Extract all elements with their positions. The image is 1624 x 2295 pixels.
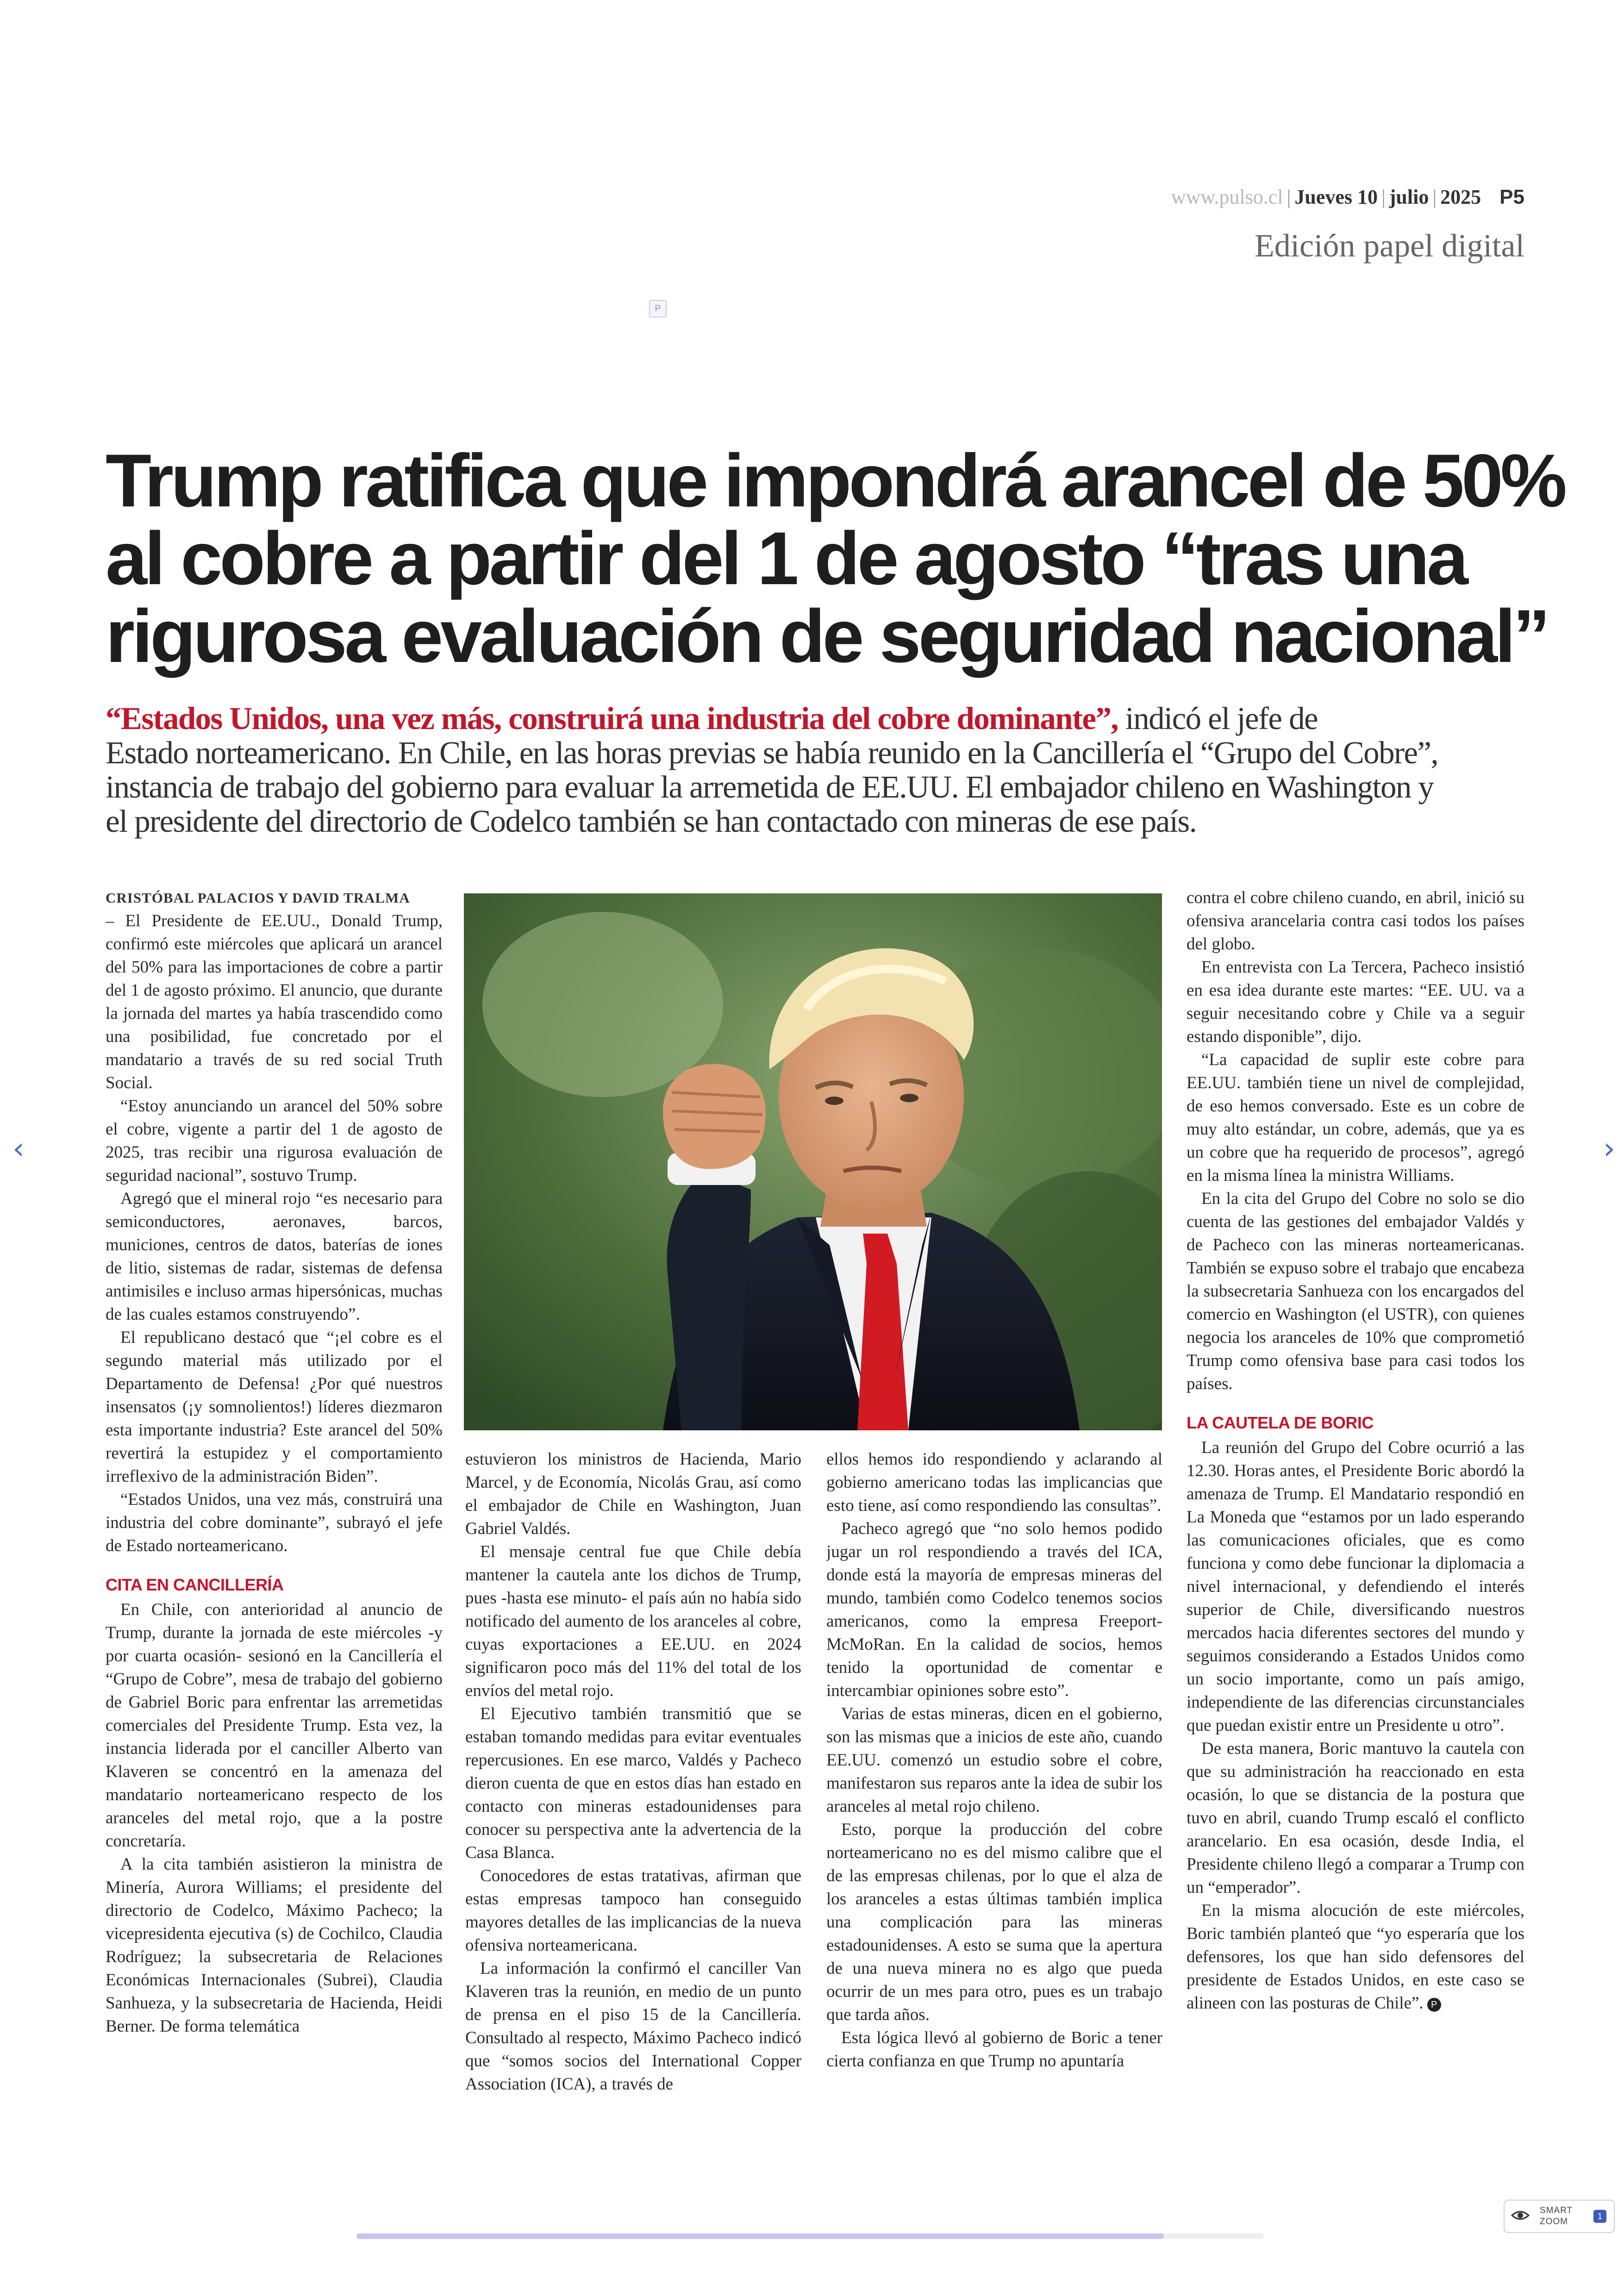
smart-zoom-line: SMART	[1540, 2206, 1573, 2215]
previous-page-chevron-icon[interactable]: ‹	[12, 1132, 25, 1166]
masthead-line	[1065, 185, 1524, 213]
paragraph: A la cita también asistieron la ministra de Minería, Aurora Williams; el presidente del directorio de Codelco, Máximo Pacheco; la vicepresidenta ejecutiva (s) de Cochilco, Claudia Rodríguez; la subsecretaria de Relaciones Económicas Internacionales (Subrei), Claudia Sanhueza, y la subsecretaria de Hacienda, Heidi Berner. De forma telemática	[106, 1855, 443, 2036]
paragraph: contra el cobre chileno cuando, en abril, inició su ofensiva arancelaria contra casi todos los países del globo.	[1187, 888, 1524, 954]
paragraph: Esto, porque la producción del cobre norteamericano no es del mismo calibre que el de las empresas chilenas, por lo que el alza de los aranceles a estas últimas también implica una complicación para las mineras estadounidenses. A esto se suma que la apertura de una nueva minera no es algo que pueda ocurrir de un mes para otro, pues es un trabajo que tarda años.	[826, 1820, 1162, 2024]
issue-day: Jueves 10	[1294, 186, 1378, 208]
paragraph: “La capacidad de suplir este cobre para EE.UU. también tiene un nivel de complejidad, de eso hemos conversado. Este es un cobre de muy alto estándar, un cobre, además, que ya es un cobre que ha requerido de procesos”, agregó en la misma línea la ministra Williams.	[1187, 1050, 1524, 1185]
paragraph: En la cita del Grupo del Cobre no solo se dio cuenta de las gestiones del embajador Valdés y de Pacheco con las mineras norteamericanas. También se expuso sobre el trabajo que encabeza la subsecretaria Sanhueza con los encargados del comercio en Washington (el USTR), con quienes negocia los aranceles de 10% que comprometió Trump como ofensiva base para casi todos los países.	[1187, 1189, 1524, 1393]
lede-quote: “Estados Unidos, una vez más, construirá una industria del cobre dominante”,	[106, 701, 1118, 736]
article-column-1	[106, 886, 443, 2108]
page-number: P5	[1499, 186, 1524, 208]
lede-text: indicó el jefe de	[1118, 701, 1318, 736]
issue-year: 2025	[1440, 186, 1481, 208]
headline-line: Trump ratifica que impondrá arancel de 50%	[106, 439, 1565, 523]
paragraph: En Chile, con anterioridad al anuncio de Trump, durante la jornada de este miércoles -y por cuarta ocasión- sesionó en la Cancillería el “Grupo de Cobre”, mesa de trabajo del gobierno de Gabriel Boric para enfrentar las arremetidas comerciales del Presidente Trump. Esta vez, la instancia liderada por el canciller Alberto van Klaveren se concentró en la amenaza del mandatario norteamericano respecto de los aranceles del metal rojo, que a la postre concretaría.	[106, 1600, 443, 1851]
lede-line: Estado norteamericano. En Chile, en las horas previas se había reunido en la Cancillería el “Grupo del Cobre”,	[106, 735, 1438, 770]
article-column-2	[465, 1448, 801, 2110]
smart-zoom-button[interactable]	[1504, 2200, 1615, 2233]
paragraph: Agregó que el mineral rojo “es necesario para semiconductores, aeronaves, barcos, municiones, centros de datos, baterías de iones de litio, sistemas de radar, sistemas de defensa antimisiles e incluso armas hipersónicas, muchas de las cuales estamos construyendo”.	[106, 1189, 443, 1324]
paragraph: “Estados Unidos, una vez más, construirá una industria del cobre dominante”, subrayó el jefe de Estado norteamericano.	[106, 1490, 443, 1555]
page-scrollbar[interactable]	[356, 2233, 1264, 2239]
article-column-3	[826, 1448, 1162, 2110]
article-headline	[106, 439, 1565, 678]
lede-line: instancia de trabajo del gobierno para evaluar la arremetida de EE.UU. El embajador chileno en Washington y	[106, 769, 1434, 804]
bookmark-marker-icon[interactable]: P	[649, 300, 667, 318]
separator: |	[1287, 186, 1291, 208]
issue-month: julio	[1389, 186, 1429, 208]
separator: |	[1381, 186, 1386, 208]
paragraph-text: En la misma alocución de este miércoles, Boric también planteó que “yo esperaría que los defensores, los que han sido defensores del presidente de Estados Unidos, en este caso se alineen con las posturas de Chile”.	[1187, 1901, 1524, 2013]
smart-zoom-label	[1540, 2205, 1573, 2227]
paragraph: Conocedores de estas tratativas, afirman que estas empresas tampoco han conseguido mayores detalles de las implicancias de la nueva ofensiva norteamericana.	[465, 1866, 801, 1955]
subhead-cita-cancilleria: CITA EN CANCILLERÍA	[106, 1575, 284, 1594]
headline-line: al cobre a partir del 1 de agosto “tras una	[106, 517, 1466, 600]
paragraph: “Estoy anunciando un arancel del 50% sobre el cobre, vigente a partir del 1 de agosto de 2025, tras recibir una rigurosa evaluación de seguridad nacional”, sostuvo Trump.	[106, 1097, 443, 1185]
paragraph: Varias de estas mineras, dicen en el gobierno, son las mismas que a inicios de este año, cuando EE.UU. comenzó un estudio sobre el cobre, manifestaron sus reparos ante la idea de subir los aranceles al metal rojo chileno.	[826, 1704, 1162, 1816]
separator: |	[1432, 186, 1437, 208]
paragraph	[1187, 1899, 1524, 2015]
next-page-chevron-icon[interactable]: ›	[1603, 1132, 1615, 1166]
paragraph: El Ejecutivo también transmitió que se estaban tomando medidas para evitar eventuales repercusiones. En ese marco, Valdés y Pacheco dieron cuenta de que en estos días han estado en contacto con mineras estadounidenses para conocer su perspectiva ante la advertencia de la Casa Blanca.	[465, 1704, 801, 1862]
zoom-badge: 1	[1593, 2210, 1606, 2223]
paragraph: Pacheco agregó que “no solo hemos podido jugar un rol respondiendo a través del ICA, donde está la mayoría de empresas mineras del mundo, también como Codelco tenemos socios americanos, como la empresa Freeport-McMoRan. En la calidad de socios, hemos tenido la oportunidad de comentar e intercambiar opiniones sobre esto”.	[826, 1519, 1162, 1700]
paragraph: El mensaje central fue que Chile debía mantener la cautela ante los dichos de Trump, pues -hasta ese minuto- el país aún no había sido notificado del aumento de los aranceles al cobre, cuyas exportaciones a EE.UU. en 2024 significaron poco más del 11% del total de los envíos del metal rojo.	[465, 1542, 801, 1700]
smart-zoom-line: ZOOM	[1540, 2217, 1568, 2226]
paragraph: En entrevista con La Tercera, Pacheco insistió en esa idea durante este martes: “EE. UU. va a seguir necesitando cobre y Chile va a seguir estando disponible”, dijo.	[1187, 958, 1524, 1046]
paragraph: estuvieron los ministros de Hacienda, Mario Marcel, y de Economía, Nicolás Grau, así como el embajador de Chile en Washington, Juan Gabriel Valdés.	[465, 1450, 801, 1538]
subhead-cautela-boric: LA CAUTELA DE BORIC	[1187, 1413, 1374, 1432]
end-mark-icon: P	[1427, 1998, 1441, 2012]
lede-line	[106, 701, 1504, 736]
paragraph: La reunión del Grupo del Cobre ocurrió a las 12.30. Horas antes, el Presidente Boric abordó la amenaza de Trump. El Mandatario respondió en La Moneda que “estamos por un lado esperando las comunicaciones oficiales, que es como funciona y como debe funcionar la diplomacia a nivel internacional, y defendiendo el interés superior de Chile, diversificando nuestros mercados hacia diferentes sectores del mundo y seguimos considerando a Estados Unidos como un socio importante, como un país amigo, independiente de las diferencias circunstanciales que puedan existir entre un Presidente u otro”.	[1187, 1438, 1524, 1735]
paragraph: Esta lógica llevó al gobierno de Boric a tener cierta confianza en que Trump no apuntaría	[826, 2028, 1162, 2070]
article-column-4	[1187, 886, 1524, 2108]
headline-line: rigurosa evaluación de seguridad nacional”	[106, 594, 1548, 678]
photo-portrait-illustration	[464, 893, 1162, 1430]
paragraph: ellos hemos ido respondiendo y aclarando al gobierno americano todas las implicancias que esto tiene, así como respondiendo las consultas”.	[826, 1450, 1162, 1515]
scrollbar-thumb[interactable]	[356, 2233, 1164, 2239]
edition-label: Edición papel digital	[1254, 228, 1524, 264]
paragraph: La información la confirmó el canciller Van Klaveren tras la reunión, en medio de un punto de prensa en el piso 15 de la Cancillería. Consultado al respecto, Máximo Pacheco indicó que “somos socios del International Copper Association (ICA), a través de	[465, 1959, 801, 2094]
site-url[interactable]: www.pulso.cl	[1171, 186, 1283, 208]
eye-icon	[1511, 2209, 1530, 2226]
byline: CRISTÓBAL PALACIOS Y DAVID TRALMA	[106, 890, 410, 906]
paragraph: De esta manera, Boric mantuvo la cautela con que su administración ha reaccionado en esta ocasión, lo que se distancia de la postura que tuvo en abril, cuando Trump escaló el conflicto arancelario. En esa ocasión, desde India, el Presidente chileno llegó a comparar a Trump con un “emperador”.	[1187, 1739, 1524, 1897]
paragraph: El republicano destacó que “¡el cobre es el segundo material más utilizado por el Departamento de Defensa! ¿Por qué nuestros insensatos (¡y somnolientos!) líderes diezmaron esta importante industria? Este arancel del 50% revertirá la estupidez y el comportamiento irreflexivo de la administración Biden”.	[106, 1328, 443, 1486]
article-lede	[106, 701, 1504, 838]
lede-line: el presidente del directorio de Codelco también se han contactado con mineras de ese país.	[106, 804, 1197, 839]
paragraph: – El Presidente de EE.UU., Donald Trump, confirmó este miércoles que aplicará un arancel del 50% para las importaciones de cobre a partir del 1 de agosto próximo. El anuncio, que durante la jornada del martes ya había trascendido como una posibilidad, fue concretado por el mandatario a través de su red social Truth Social.	[106, 911, 443, 1092]
article-photo[interactable]	[464, 893, 1162, 1430]
